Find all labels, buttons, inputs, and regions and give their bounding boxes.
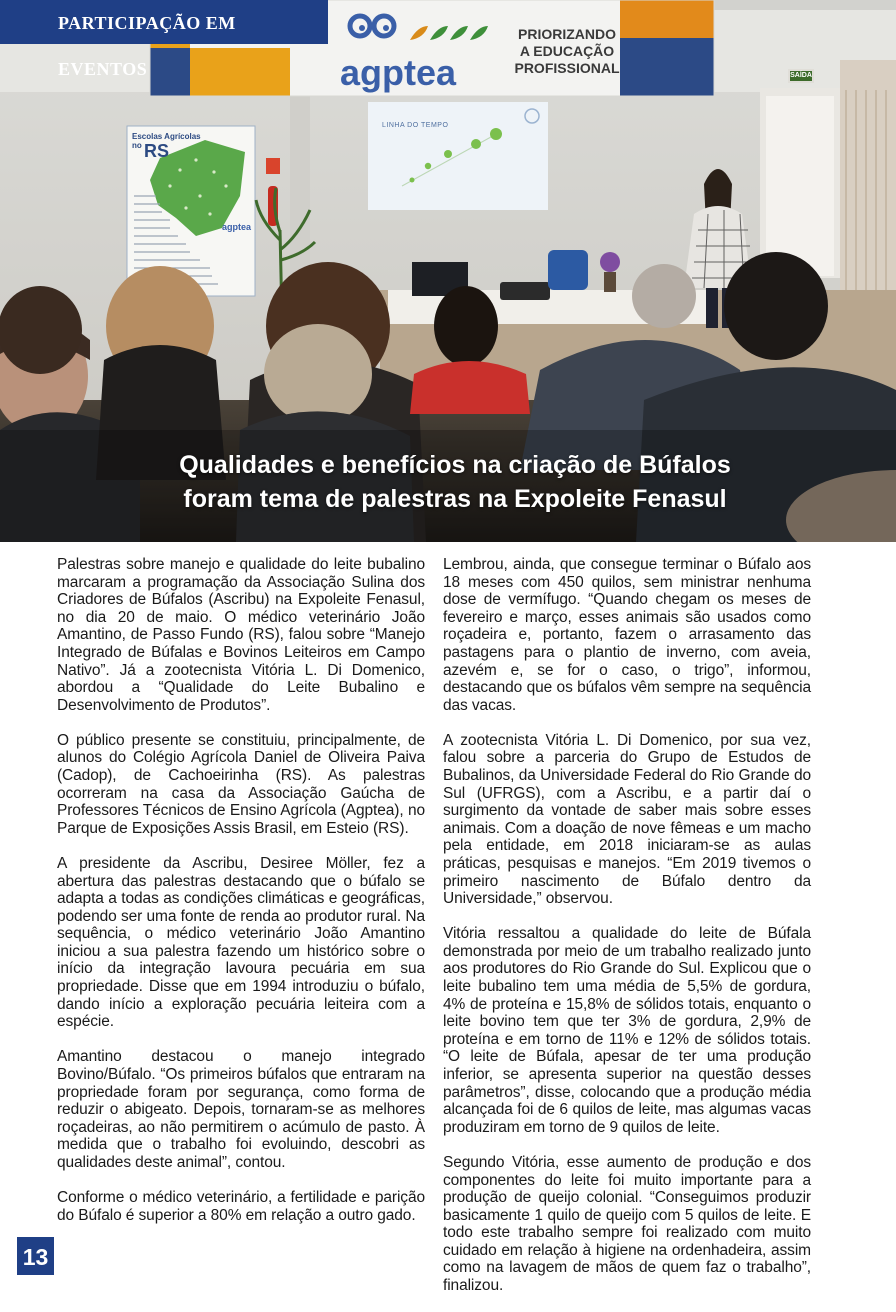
paragraph: Vitória ressaltou a qualidade do leite de Búfala demonstrada por meio de um trabalho realizado junto aos produtores do Rio Grande do Sul. Explicou que o leite bubalino tem uma média de 5,5% de gordura, 4% de proteína e 15,8% de sólidos totais, enquanto o leite bovino tem que ter 3% de gordura, 2,9% de proteína e em torno de 11% e 12% de sólidos totais. “O leite de Búfala, apesar de ter uma produção inferior, se apresenta superior na questão desses parâmetros”, disse, colocando que a produção média alcançada foi de 6 quilos de leite, mas algumas vacas produziram em torno de 9 quilos de leite. (443, 925, 811, 1136)
paragraph: Amantino destacou o manejo integrado Bovino/Búfalo. “Os primeiros búfalos que entraram na propriedade foram por segurança, como forma de reduzir o abigeato. Depois, tornaram-se as melhores roçadeiras, ao não permitirem o acúmulo de pasto. À medida que o trabalho foi evoluindo, descobri as qualidades deste animal”, contou. (57, 1048, 425, 1171)
section-tag: PARTICIPAÇÃO EM EVENTOS (0, 0, 328, 44)
headline-line-1: Qualidades e benefícios na criação de Búfalos (179, 451, 731, 479)
article-headline (60, 448, 850, 516)
event-photo (0, 0, 896, 542)
article-column-right (443, 556, 811, 1312)
paragraph: A zootecnista Vitória L. Di Domenico, por sua vez, falou sobre a parceria do Grupo de Estudos de Bubalinos, da Universidade Federal do Rio Grande do Sul (UFRGS), com a Ascribu, e a partir daí o surgimento da vontade de saber mais sobre esses animais. Com a doação de nove fêmeas e um macho pela entidade, em 2018 iniciaram-se as aulas práticas, pesquisas e manejos. “Em 2019 tivemos o primeiro nascimento de Búfalo dentro da Universidade,” observou. (443, 731, 811, 908)
map-poster-title: Escolas Agrícolas no (132, 132, 201, 150)
headline-line-2: foram tema de palestras na Expoleite Fenasul (183, 485, 727, 513)
page-number: 13 (17, 1237, 54, 1275)
projection-screen (368, 102, 548, 210)
map-poster-state: RS (144, 141, 170, 161)
banner-slogan: PRIORIZANDO A EDUCAÇÃO PROFISSIONAL (514, 26, 620, 76)
paragraph: Conforme o médico veterinário, a fertilidade e parição do Búfalo é superior a 80% em relação a outro gado. (57, 1189, 425, 1224)
paragraph: Lembrou, ainda, que consegue terminar o Búfalo aos 18 meses com 450 quilos, sem ministrar nenhuma dose de vermífugo. “Quando chegam os meses de fevereiro e março, esses animais são usados como roçadeira e, portanto, fazem o arrasamento das pastagens para o plantio de inverno, com aveia, azevém e, se for o caso, o trigo”, informou, destacando que os búfalos vêm sempre na sequência das vacas. (443, 556, 811, 714)
exit-sign: SAÍDA (790, 72, 812, 79)
paragraph: A presidente da Ascribu, Desiree Möller, fez a abertura das palestras destacando que o búfalo se adapta a todas as condições climáticas e geográficas, podendo ser uma fonte de renda ao produtor rural. Na sequência, o médico veterinário João Amantino iniciou a sua palestra fazendo um histórico sobre o início da integração lavoura pecuária em sua propriedade. Disse que em 1994 introduziu o búfalo, dando início a exploração pecuária leiteira com a espécie. (57, 854, 425, 1031)
agptea-logo-text: agptea (340, 52, 457, 93)
paragraph: Palestras sobre manejo e qualidade do leite bubalino marcaram a programação da Associação Sulina dos Criadores de Búfalos (Ascribu) na Expoleite Fenasul, no dia 20 de maio. O médico veterinário João Amantino, de Passo Fundo (RS), falou sobre “Manejo Integrado de Búfalas e Bovinos Leiteiros em Campo Nativo”. Já a zootecnista Vitória L. Di Domenico, abordou a “Qualidade do Leite Bubalino e Desenvolvimento de Produtos”. (57, 556, 425, 714)
paragraph: Segundo Vitória, esse aumento de produção e dos componentes do leite foi muito importante para a produção de queijo colonial. “Conseguimos produzir basicamente 1 quilo de queijo com 5 quilos de leite. E todo este trabalho sempre foi realizado com muito cuidado em relação à higiene na ordenhadeira, assim como na lavagem de mãos de quem faz o trabalho”, finalizou. (443, 1153, 811, 1295)
paragraph: O público presente se constituiu, principalmente, de alunos do Colégio Agrícola Daniel de Oliveira Paiva (Cadop), de Cachoeirinha (RS). As palestras ocorreram na casa da Associação Gaúcha de Professores Técnicos de Ensino Agrícola (Agptea), no Parque de Exposições Assis Brasil, em Esteio (RS). (57, 731, 425, 837)
projection-slide-title: LINHA DO TEMPO (382, 122, 449, 129)
article-column-left (57, 556, 425, 1242)
map-poster-brand: agptea (222, 222, 252, 232)
